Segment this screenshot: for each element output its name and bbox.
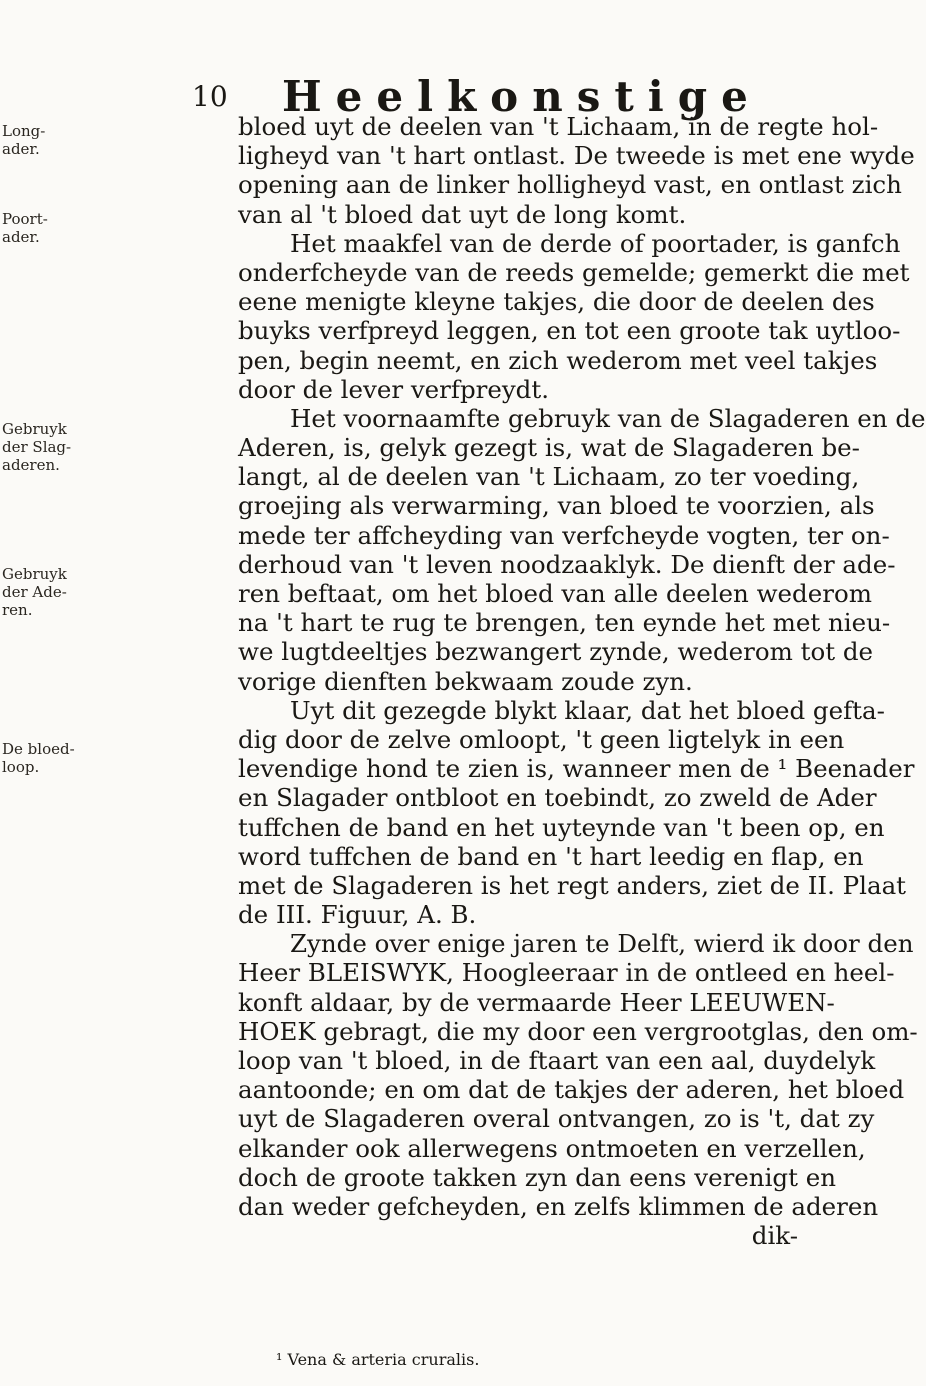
text-line: onderfcheyde van de reeds gemelde; gemerkt die met (238, 257, 910, 287)
margin-note-line: De bloed- (2, 740, 75, 758)
margin-note-line: Long- (2, 122, 46, 140)
text-line: Het maakfel van de derde of poortader, is ganfch (290, 228, 901, 258)
text-line: Het voornaamfte gebruyk van de Slagaderen en de (290, 403, 926, 433)
margin-note-line: der Slag- (2, 438, 72, 456)
text-line: mede ter affcheyding van verfcheyde vogten, ter on- (238, 520, 890, 550)
page-number: 10 (192, 80, 228, 113)
text-line: vorige dienften bekwaam zoude zyn. (238, 666, 693, 696)
text-line: buyks verfpreyd leggen, en tot een groote tak uytloo- (238, 316, 901, 346)
text-line: door de lever verfpreydt. (238, 374, 549, 404)
margin-note-line: der Ade- (2, 583, 67, 601)
margin-note-gebruyk-aderen (2, 565, 108, 619)
catchword: dik- (751, 1221, 798, 1251)
margin-note-line: ader. (2, 140, 40, 158)
text-line: dig door de zelve omloopt, 't geen ligtelyk in een (238, 724, 845, 754)
text-line: met de Slagaderen is het regt anders, ziet de II. Plaat (238, 870, 907, 900)
margin-note-gebruyk-slagaderen (2, 420, 108, 474)
margin-note-line: Poort- (2, 210, 48, 228)
text-line: we lugtdeeltjes bezwangert zynde, wederom tot de (238, 637, 874, 667)
text-line: elkander ook allerwegens ontmoeten en verzellen, (238, 1133, 866, 1163)
margin-note-bloedloop (2, 740, 108, 776)
text-line: Heer BLEISWYK, Hoogleeraar in de ontleed en heel- (238, 958, 895, 988)
body-text (238, 112, 926, 1251)
text-line: ren beftaat, om het bloed van alle deelen wederom (238, 579, 872, 608)
text-line: pen, begin neemt, en zich wederom met veel takjes (238, 345, 878, 375)
footnote: ¹ Vena & arteria cruralis. (276, 1350, 480, 1369)
text-line: uyt de Slagaderen overal ontvangen, zo is 't, dat zy (238, 1104, 875, 1134)
text-line: derhoud van 't leven noodzaaklyk. De dienft der ade- (238, 549, 896, 579)
text-line: Zynde over enige jaren te Delft, wierd ik door den (290, 929, 914, 959)
text-line: en Slagader ontbloot en toebindt, zo zweld de Ader (238, 783, 877, 813)
text-line: levendige hond te zien is, wanneer men de ¹ Beenader (238, 754, 915, 784)
text-line: bloed uyt de deelen van 't Lichaam, in de regte hol- (238, 112, 879, 141)
margin-note-long-ader (2, 122, 108, 158)
text-line: konft aldaar, by de vermaarde Heer LEEUWEN- (238, 987, 835, 1017)
text-line: loop van 't bloed, in de ftaart van een aal, duydelyk (238, 1046, 876, 1075)
margin-note-poort-ader (2, 210, 108, 246)
text-line: Uyt dit gezegde blykt klaar, dat het bloed gefta- (290, 695, 885, 725)
text-line: word tuffchen de band en 't hart leedig en flap, en (238, 841, 864, 871)
text-line: ligheyd van 't hart ontlast. De tweede is met ene wyde (238, 141, 915, 171)
text-line: tuffchen de band en het uyteynde van 't been op, en (238, 812, 885, 842)
text-line: langt, al de deelen van 't Lichaam, zo ter voeding, (238, 462, 860, 492)
page-header (170, 72, 790, 121)
text-line: doch de groote takken zyn dan eens verenigt en (238, 1162, 837, 1192)
text-line: na 't hart te rug te brengen, ten eynde het met nieu- (238, 608, 891, 638)
text-line: Aderen, is, gelyk gezegt is, wat de Slagaderen be- (238, 433, 860, 463)
text-line: opening aan de linker holligheyd vast, en ontlast zich (238, 170, 902, 200)
margin-note-line: Gebruyk (2, 565, 67, 583)
margin-note-line: aderen. (2, 456, 60, 474)
text-line: groejing als verwarming, van bloed te voorzien, als (238, 491, 875, 521)
text-line: HOEK gebragt, die my door een vergrootglas, den om- (238, 1016, 918, 1046)
margin-note-line: ren. (2, 601, 33, 619)
margin-note-line: ader. (2, 228, 40, 246)
text-line: de III. Figuur, A. B. (238, 900, 477, 930)
text-line: dan weder gefcheyden, en zelfs klimmen de aderen (238, 1191, 879, 1221)
text-line: aantoonde; en om dat de takjes der aderen, het bloed (238, 1075, 905, 1105)
margin-note-line: loop. (2, 758, 40, 776)
text-line: van al 't bloed dat uyt de long komt. (238, 199, 687, 229)
margin-note-line: Gebruyk (2, 420, 67, 438)
running-title: Heelkonstige (282, 72, 762, 121)
text-line: eene menigte kleyne takjes, die door de deelen des (238, 287, 875, 317)
